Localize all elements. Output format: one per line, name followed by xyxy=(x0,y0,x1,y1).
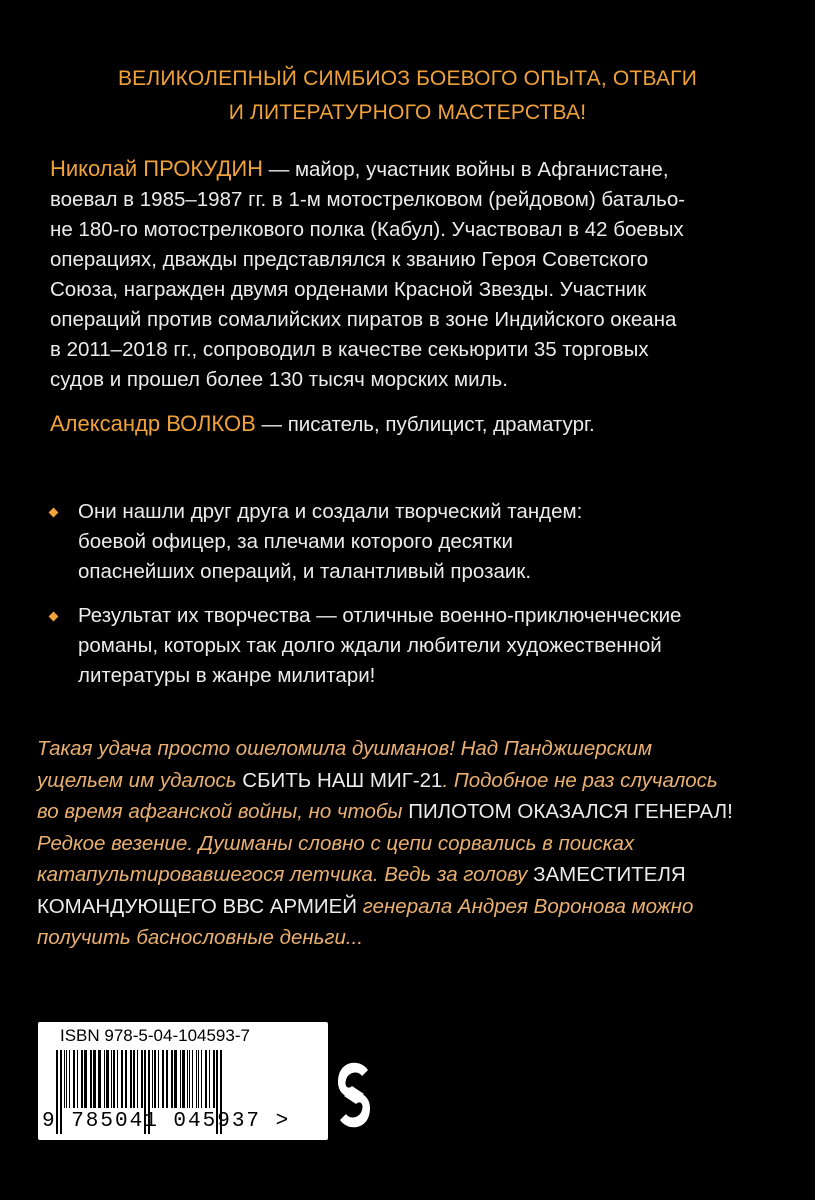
barcode-bar xyxy=(154,1050,156,1108)
barcode-bar xyxy=(125,1050,127,1108)
barcode-bar xyxy=(69,1050,70,1108)
barcode-bar xyxy=(121,1050,123,1108)
barcode-digits: 9 785041 045937 > xyxy=(42,1110,291,1133)
author-name: Николай ПРОКУДИН xyxy=(50,156,264,181)
barcode-bar xyxy=(201,1050,202,1108)
barcode-bar xyxy=(213,1050,215,1108)
bio-text: воевал в 1985–1987 гг. в 1-м мотострелковом (рейдовом) батальо- xyxy=(50,188,686,211)
bio-text: не 180-го мотострелкового полка (Кабул). Участвовал в 42 боевых xyxy=(50,218,684,241)
barcode-bar xyxy=(198,1050,199,1108)
barcode-bar xyxy=(189,1050,190,1108)
barcode-bar xyxy=(137,1050,138,1108)
barcode-bar xyxy=(93,1050,96,1108)
bio-text: операциях, дважды представлялся к званию Героя Советского xyxy=(50,248,649,271)
barcode-bar xyxy=(205,1050,207,1108)
bio-text: судов и прошел более 130 тысяч морских миль. xyxy=(50,368,508,391)
barcode-bar xyxy=(64,1050,65,1108)
barcode-bar xyxy=(192,1050,193,1108)
barcode-bar xyxy=(166,1050,168,1108)
author-bio-volkov xyxy=(50,409,770,440)
barcode-bar xyxy=(113,1050,115,1108)
bio-text: операций против сомалийских пиратов в зоне Индийского океана xyxy=(50,308,677,331)
author-name: Александр ВОЛКОВ xyxy=(50,411,256,436)
headline-line-1: ВЕЛИКОЛЕПНЫЙ СИМБИОЗ БОЕВОГО ОПЫТА, ОТВАГИ xyxy=(117,67,698,90)
barcode-bar xyxy=(90,1050,92,1108)
barcode-bar xyxy=(171,1050,173,1108)
headline xyxy=(0,62,815,130)
bio-text: Союза, награжден двумя орденами Красной Звезды. Участник xyxy=(50,278,647,301)
barcode-bar xyxy=(180,1050,181,1108)
barcode-bar xyxy=(84,1050,87,1108)
barcode-bar xyxy=(187,1050,188,1108)
bullet-list xyxy=(48,497,768,705)
bio-text: — писатель, публицист, драматург. xyxy=(255,413,595,436)
barcode-bar xyxy=(158,1050,159,1108)
bio-text: в 2011–2018 гг., сопроводил в качестве секьюрити 35 торговых xyxy=(50,338,649,361)
isbn-barcode xyxy=(38,1022,328,1140)
author-bio-prokudin xyxy=(50,154,770,395)
barcode-bar xyxy=(162,1050,164,1108)
eksmo-logo-icon xyxy=(330,1052,378,1138)
barcode-bar xyxy=(73,1050,75,1108)
barcode-bar xyxy=(196,1050,197,1108)
barcode-bar xyxy=(130,1050,132,1108)
barcode-bar xyxy=(66,1050,67,1108)
barcode-bar xyxy=(133,1050,135,1108)
barcode-bar xyxy=(104,1050,105,1108)
barcode-bar xyxy=(106,1050,109,1108)
bio-text: — майор, участник войны в Афганистане, xyxy=(263,158,669,181)
bullet-item: Результат их творчества — отличные военно-приключенческие романы, которых так долго ждали любители художественной литературы в жанре милитари! xyxy=(48,601,768,691)
bullet-item: Они нашли друг друга и создали творческий тандем: боевой офицер, за плечами которого десятки опаснейших операций, и талантливый прозаик. xyxy=(48,497,768,587)
barcode-bar xyxy=(141,1050,143,1108)
barcode-bar xyxy=(174,1050,177,1108)
diamond-bullet-icon xyxy=(49,612,59,622)
headline-line-2: И ЛИТЕРАТУРНОГО МАСТЕРСТВА! xyxy=(228,101,587,124)
diamond-bullet-icon xyxy=(49,508,59,518)
barcode-bar xyxy=(209,1050,210,1108)
barcode-bar xyxy=(152,1050,153,1108)
barcode-bar xyxy=(77,1050,78,1108)
barcode-bar xyxy=(98,1050,101,1108)
barcode-bar xyxy=(81,1050,83,1108)
barcode-bar xyxy=(117,1050,118,1108)
isbn-number: ISBN 978-5-04-104593-7 xyxy=(60,1026,250,1045)
barcode-bar xyxy=(111,1050,112,1108)
barcode-bar xyxy=(182,1050,185,1108)
teaser-paragraph: Такая удача просто ошеломила душманов! Над Панджшерским ущельем им удалось СБИТЬ НАШ МИГ-21. Подобное не раз случалось во время афганской войны, но чтобы ПИЛОТОМ ОКАЗАЛСЯ ГЕНЕРАЛ! Редкое везение. Душманы словно с цепи сорвались в поисках катапультировавшегося летчика. Ведь за голову ЗАМЕСТИТЕЛЯ КОМАНДУЮЩЕГО ВВС АРМИЕЙ генерала Андрея Воронова можно получить баснословные деньги... xyxy=(37,737,733,949)
